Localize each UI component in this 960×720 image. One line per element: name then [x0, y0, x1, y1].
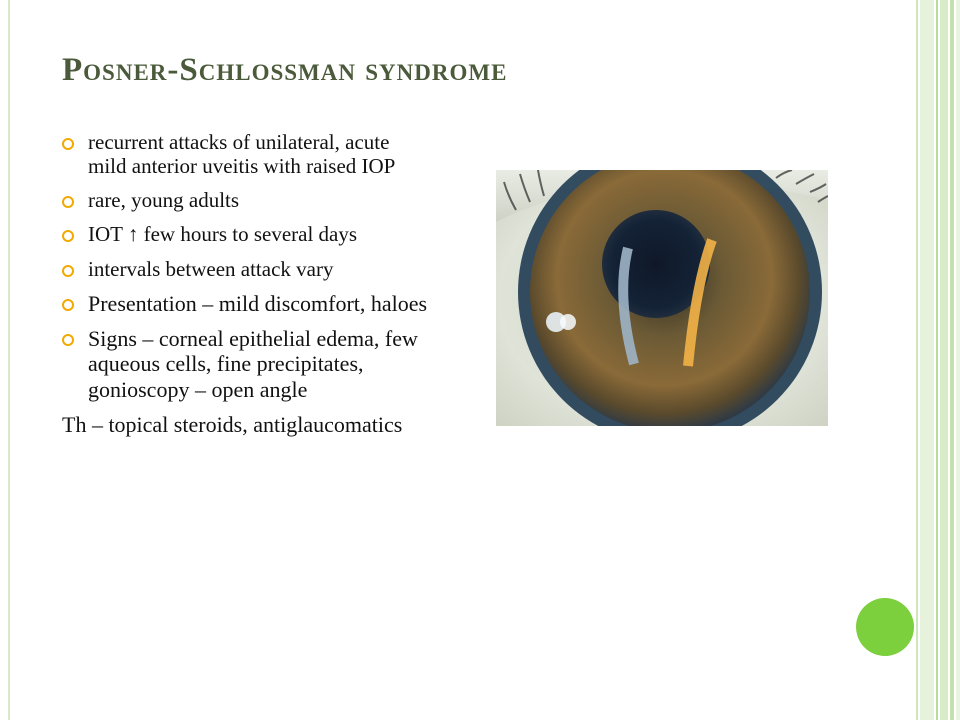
ring-bullet-icon: [62, 196, 74, 208]
bullet-text: IOT ↑ few hours to several days: [88, 222, 358, 247]
stripe: [920, 0, 934, 720]
treatment-line: Th – topical steroids, antiglaucomatics: [62, 411, 403, 437]
stripe: [936, 0, 938, 720]
specular-highlight: [560, 314, 576, 330]
bullet-list: [62, 130, 432, 402]
bullet-item: [62, 222, 432, 246]
bullet-text: rare, young adults: [88, 188, 240, 213]
ring-bullet-icon: [62, 230, 74, 242]
ring-bullet-icon: [62, 138, 74, 150]
stripe: [950, 0, 954, 720]
ring-bullet-icon: [62, 299, 74, 311]
slide-title: Posner-Schlossman syndrome: [62, 52, 508, 88]
bullet-text: Presentation – mild discomfort, haloes: [88, 290, 428, 316]
bullet-text: recurrent attacks of unilateral, acute mild anterior uveitis with raised IOP: [88, 130, 396, 179]
bullet-item: [62, 130, 432, 178]
bullet-item: [62, 326, 432, 402]
content-area: [62, 130, 432, 437]
left-border-line: [8, 0, 10, 720]
bullet-item: [62, 188, 432, 212]
stripe: [916, 0, 918, 720]
eye-photograph: [496, 170, 828, 426]
stripe: [940, 0, 948, 720]
bullet-text: intervals between attack vary: [88, 256, 334, 281]
bullet-item: [62, 291, 432, 316]
right-decorative-stripes: [916, 0, 960, 720]
bullet-item: [62, 257, 432, 281]
stripe: [956, 0, 960, 720]
ring-bullet-icon: [62, 334, 74, 346]
bullet-text: Signs – corneal epithelial edema, few aqueous cells, fine precipitates, gonioscopy – open angle: [88, 326, 418, 402]
ring-bullet-icon: [62, 265, 74, 277]
green-circle-accent: [856, 598, 914, 656]
